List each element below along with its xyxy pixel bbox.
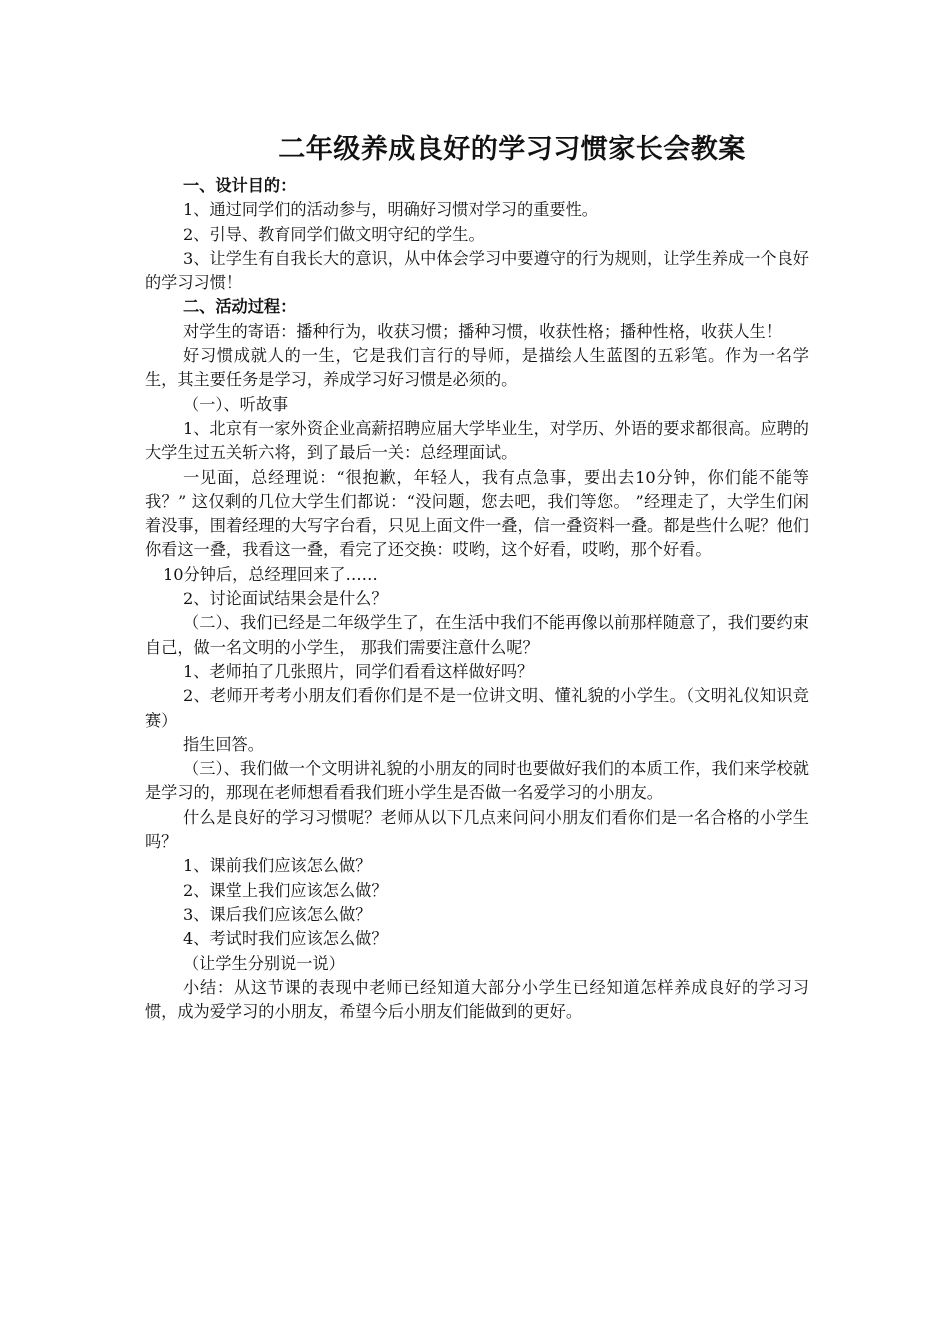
section-heading-design-purpose: 一、设计目的：: [183, 176, 297, 195]
subheading-story: （一）、听故事: [183, 394, 289, 414]
paragraph: 好习惯成就人的一生，它是我们言行的导师，是描绘人生蓝图的五彩笔。作为一名学生，其主要任务是学习，养成学习好习惯是必须的。: [145, 346, 809, 390]
paragraph: （三）、我们做一个文明讲礼貌的小朋友的同时也要做好我们的本质工作，我们来学校就是学习的，那现在老师想看看我们班小学生是否做一名爱学习的小朋友。: [145, 759, 809, 803]
paragraph: 4、考试时我们应该怎么做？: [183, 929, 388, 949]
paragraph: 1、课前我们应该怎么做？: [183, 856, 372, 876]
paragraph: 2、引导、教育同学们做文明守纪的学生。: [183, 224, 485, 244]
paragraph: 什么是良好的学习习惯呢？老师从以下几点来问问小朋友们看你们是一名合格的小学生吗？: [145, 807, 809, 852]
paragraph: （让学生分别说一说）: [183, 953, 345, 973]
paragraph: 1、通过同学们的活动参与，明确好习惯对学习的重要性。: [183, 200, 598, 220]
paragraph: 2、课堂上我们应该怎么做？: [183, 880, 388, 900]
paragraph: 小结：从这节课的表现中老师已经知道大部分小学生已经知道怎样养成良好的学习习惯，成为爱学习的小朋友，希望今后小朋友们能做到的更好。: [145, 977, 809, 1022]
paragraph: （二）、我们已经是二年级学生了，在生活中我们不能再像以前那样随意了，我们要约束自己，做一名文明的小学生， 那我们需要注意什么呢？: [145, 613, 809, 657]
paragraph: 1、北京有一家外资企业高薪招聘应届大学毕业生，对学历、外语的要求都很高。应聘的大学生过五关斩六将，到了最后一关：总经理面试。: [145, 418, 809, 463]
paragraph: 3、让学生有自我长大的意识，从中体会学习中要遵守的行为规则，让学生养成一个良好的学习习惯！: [145, 248, 809, 293]
paragraph: 2、老师开考考小朋友们看你们是不是一位讲文明、懂礼貌的小学生。（文明礼仪知识竞赛）: [145, 686, 809, 730]
paragraph: 指生回答。: [183, 734, 264, 754]
paragraph: 一见面，总经理说：“很抱歉，年轻人，我有点急事，要出去10分钟，你们能不能等我？” 这仅剩的几位大学生们都说：“没问题，您去吧，我们等您。 ”经理走了，大学生们闲着没事，围着经理的大写字台看，只见上面文件一叠，信一叠资料一叠。都是些什么呢？他们你看这一叠，我看这一叠，看完了还交换：哎哟，这个好看，哎哟，那个好看。: [145, 467, 809, 560]
paragraph: 3、课后我们应该怎么做？: [183, 904, 372, 924]
document-page: [145, 130, 809, 1024]
paragraph: 10分钟后，总经理回来了……: [163, 564, 378, 584]
paragraph: 2、讨论面试结果会是什么？: [183, 589, 388, 609]
document-title: 二年级养成良好的学习习惯家长会教案: [278, 134, 746, 165]
paragraph: 1、老师拍了几张照片，同学们看看这样做好吗？: [183, 661, 534, 681]
section-heading-activity-process: 二、活动过程：: [183, 297, 297, 317]
paragraph: 对学生的寄语：播种行为，收获习惯；播种习惯，收获性格；播种性格，收获人生！: [183, 321, 782, 341]
